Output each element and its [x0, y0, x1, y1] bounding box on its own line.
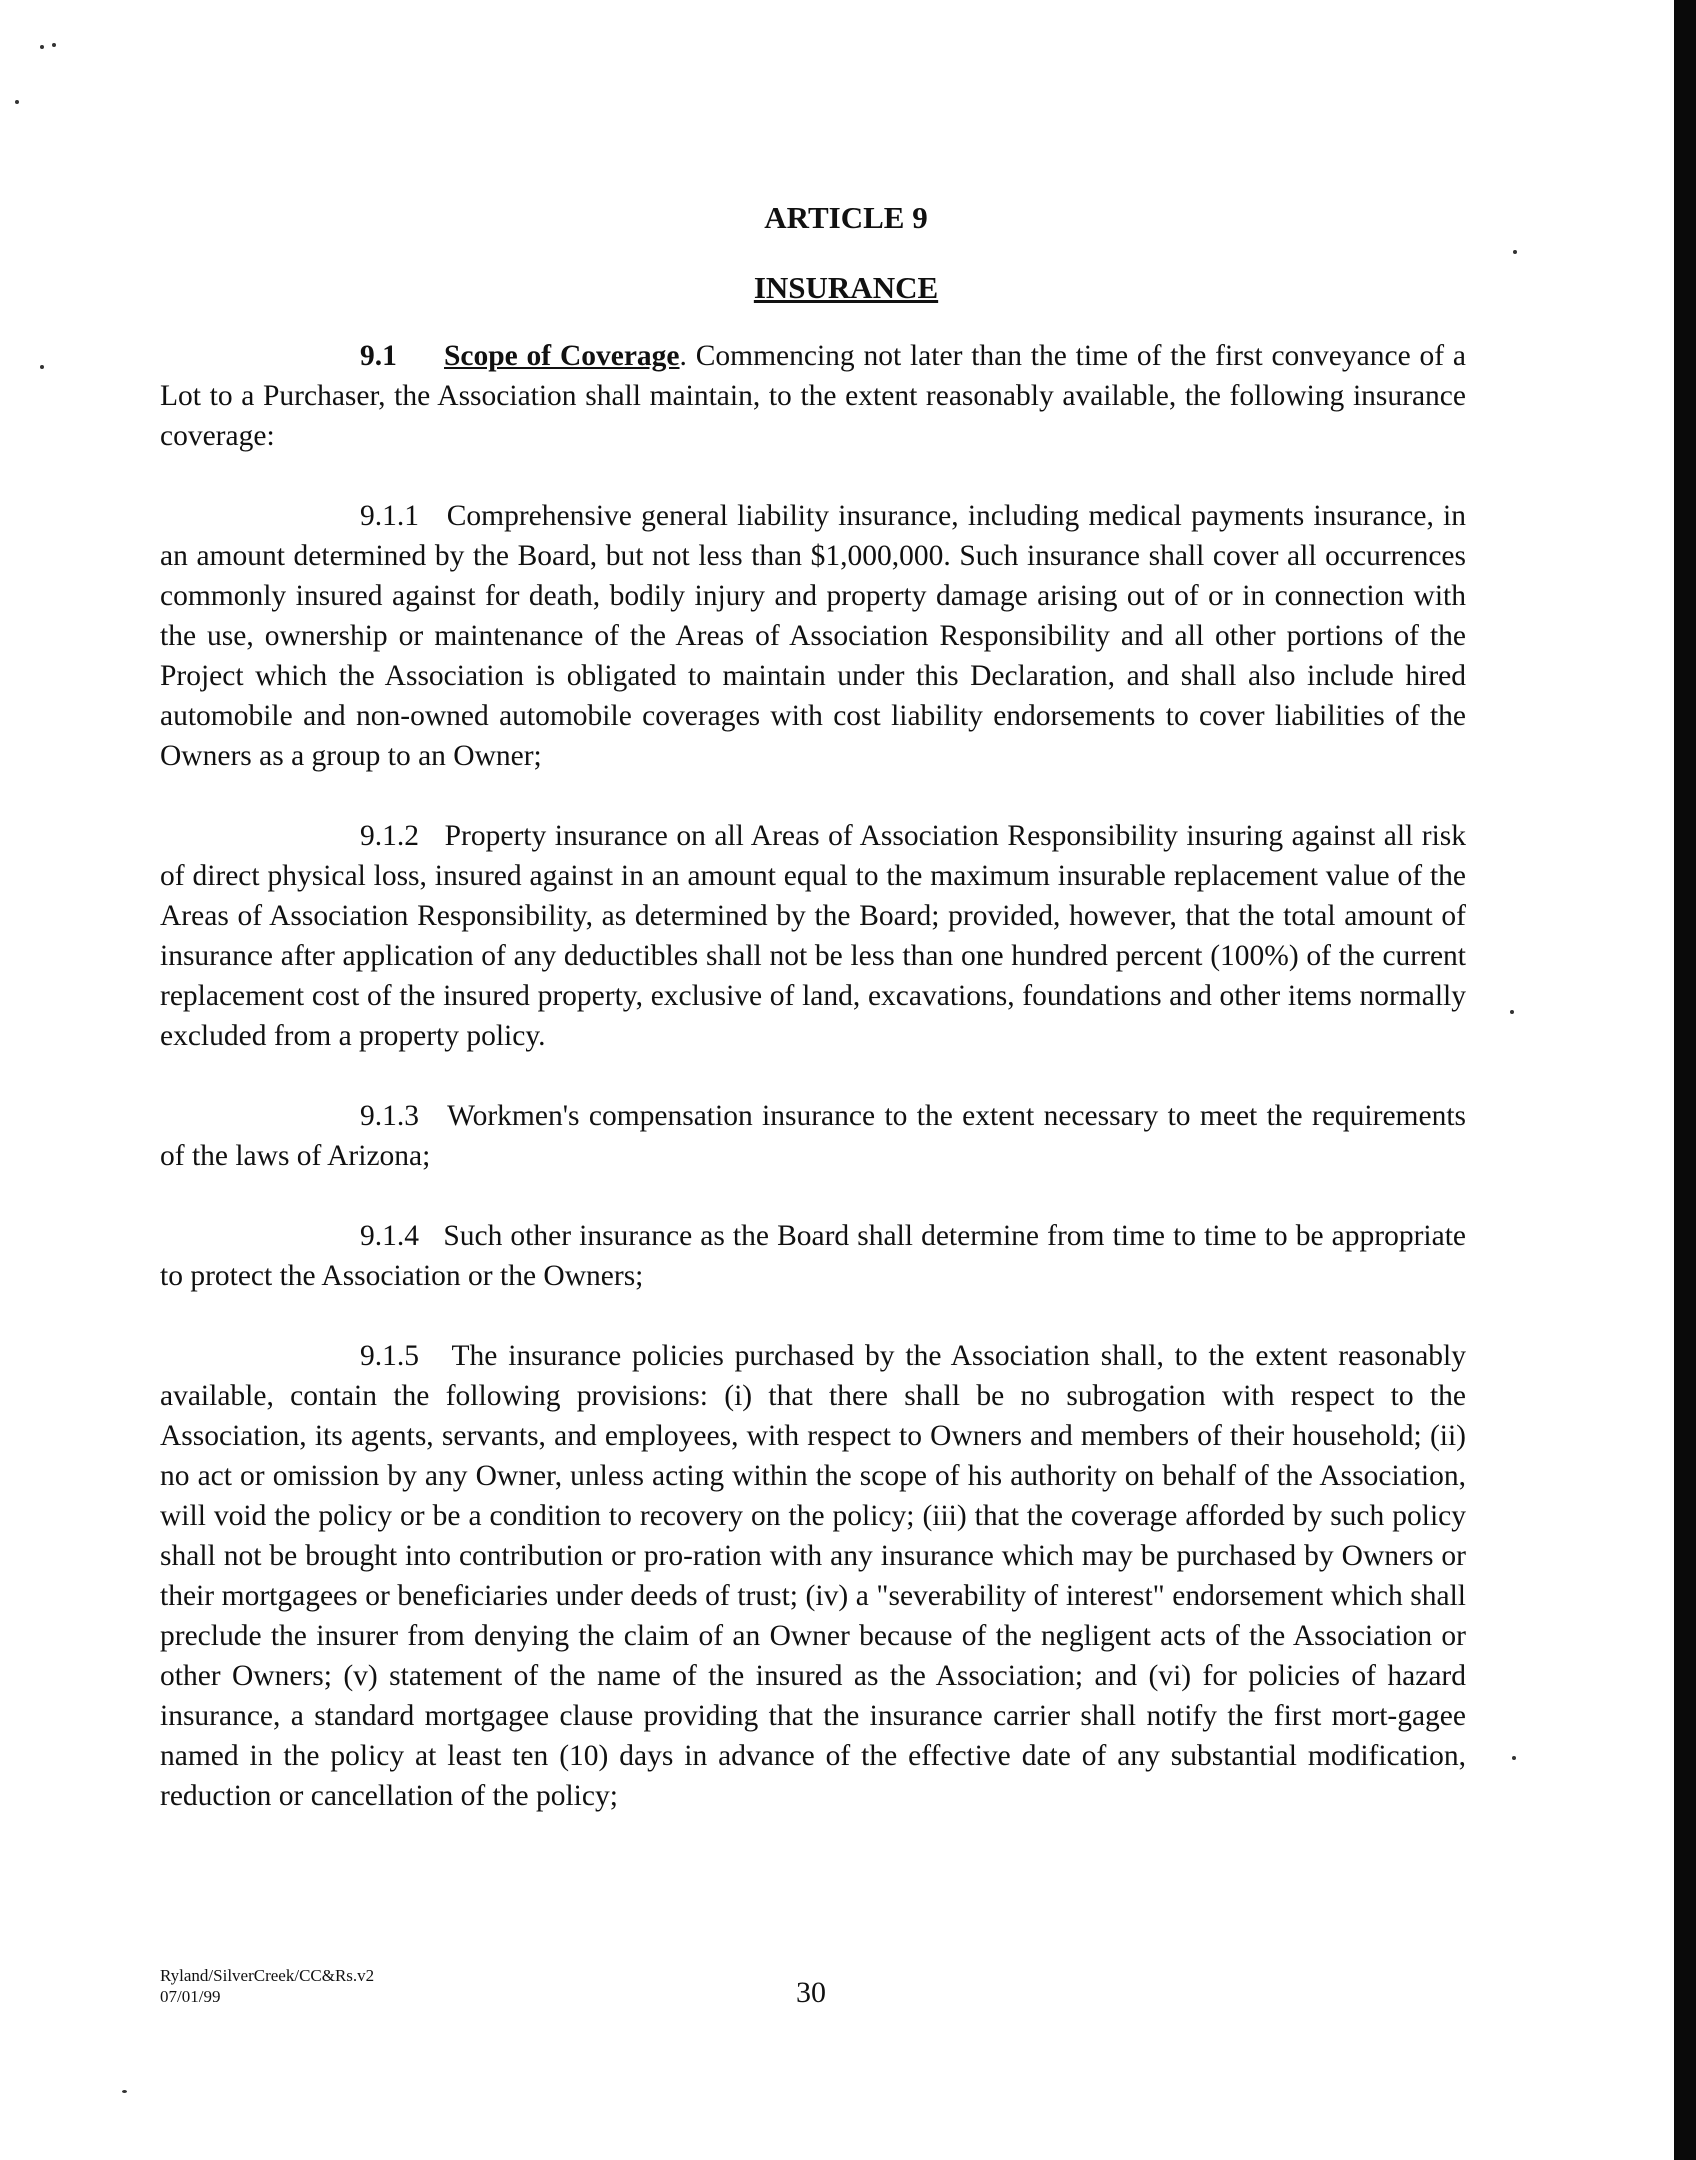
subsection-text: Such other insurance as the Board shall determine from time to time to be appropriate to protect the Association or the Owners; — [160, 1220, 1466, 1292]
scan-speck — [122, 2090, 127, 2093]
article-title: ARTICLE 9 — [764, 200, 928, 235]
article-heading: INSURANCE — [753, 270, 939, 305]
scan-speck — [15, 100, 19, 104]
scan-speck — [1512, 1756, 1516, 1760]
subsection-text: The insurance policies purchased by the Association shall, to the extent reasonably available, contain the following provisions: (i) that there shall be no subrogation with respect to the Association, its agents, servants, and employees, with respect to Owners and members of their household; (ii) no act or omission by any Owner, unless acting within the scope of his authority on behalf of the Association, will void the policy or be a condition to recovery on the policy; (iii) that the coverage afforded by such policy shall not be brought into contribution or pro-ration with any insurance which may be purchased by Owners or their mortgagees or beneficiaries under deeds of trust; (iv) a "severability of interest" endorsement which shall preclude the insurer from denying the claim of an Owner because of the negligent acts of the Association or other Owners; (v) statement of the name of the insured as the Association; and (vi) for policies of hazard insurance, a standard mortgagee clause providing that the insurance carrier shall notify the first mort-gagee named in the policy at least ten (10) days in advance of the effective date of any substantial modification, reduction or cancellation of the policy; — [160, 1340, 1467, 1812]
scan-speck — [40, 365, 44, 369]
scan-speck — [1510, 1010, 1514, 1014]
subsection-9-1-4 — [160, 1216, 1466, 1296]
page-number: 30 — [796, 1976, 826, 2009]
subsection-9-1-1 — [160, 496, 1466, 776]
scan-speck — [40, 45, 44, 49]
subsection-number: 9.1.1 — [360, 500, 419, 532]
scan-edge-bar — [1674, 0, 1696, 2160]
subsection-text: Property insurance on all Areas of Association Responsibility insuring against all risk of direct physical loss, insured against in an amount equal to the maximum insurable replacement value of the Areas of Association Responsibility, as determined by the Board; provided, however, that the total amount of insurance after application of any deductibles shall not be less than one hundred percent (100%) of the current replacement cost of the insured property, exclusive of land, excavations, foundations and other items normally excluded from a property policy. — [160, 820, 1467, 1052]
scan-speck — [1513, 250, 1517, 254]
subsection-number: 9.1.2 — [360, 820, 419, 852]
subsection-9-1-5 — [160, 1336, 1466, 1816]
footer-doc-info — [160, 1965, 374, 2007]
subsection-text: Comprehensive general liability insurance, including medical payments insurance, in an amount determined by the Board, but not less than $1,000,000. Such insurance shall cover all occurrences commonly insured against for death, bodily injury and property damage arising out of or in connection with the use, ownership or maintenance of the Areas of Association Responsibility and all other portions of the Project which the Association is obligated to maintain under this Declaration, and shall also include hired automobile and non-owned automobile coverages with cost liability endorsements to cover liabilities of the Owners as a group to an Owner; — [160, 500, 1467, 772]
subsection-number: 9.1.5 — [360, 1340, 419, 1372]
subsection-9-1-3 — [160, 1096, 1466, 1176]
scan-speck — [52, 43, 56, 47]
subsection-text: Workmen's compensation insurance to the extent necessary to meet the requirements of the laws of Arizona; — [160, 1100, 1467, 1172]
section-heading: Scope of Coverage — [444, 340, 680, 372]
document-page — [160, 198, 1466, 1816]
section-text: . Commencing not later than the time of the first conveyance of a Lot to a Purchaser, the Association shall maintain, to the extent reasonably available, the following insurance coverage: — [160, 340, 1466, 452]
section-number: 9.1 — [360, 340, 397, 372]
subsection-9-1-2 — [160, 816, 1466, 1056]
subsection-number: 9.1.3 — [360, 1100, 419, 1132]
footer-date: 07/01/99 — [160, 1987, 221, 2006]
subsection-number: 9.1.4 — [360, 1220, 419, 1252]
footer-doc-id: Ryland/SilverCreek/CC&Rs.v2 — [160, 1966, 375, 1985]
section-9-1-paragraph — [160, 336, 1466, 456]
